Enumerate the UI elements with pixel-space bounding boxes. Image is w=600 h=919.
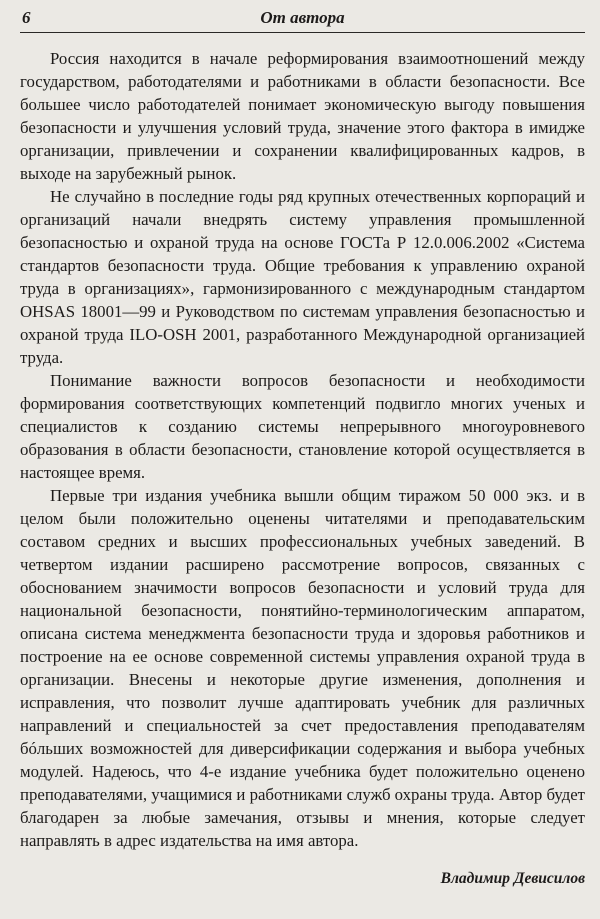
page-header	[20, 6, 585, 33]
paragraph: Первые три издания учебника вышли общим тиражом 50 000 экз. и в целом были положительно оценены читателями и преподавательским составом средних и высших профессиональных учебных заведений. В четвертом издании расширено рассмотрение вопросов, связанных с обоснованием значимости вопросов безопасности и условий труда для национальной безопасности, понятийно-терминологическим аппаратом, описана система менеджмента безопасности труда и здоровья работников и построение на ее основе современной системы управления охраной труда в организации. Внесены и некоторые другие изменения, дополнения и исправления, что позволит лучше адаптировать учебник для различных направлений и специальностей за счет предоставления преподавателям бóльших возможностей для диверсификации содержания и выбора учебных модулей. Надеюсь, что 4-е издание учебника будет положительно оценено преподавателями, учащимися и работниками служб охраны труда. Автор будет благодарен за любые замечания, отзывы и мнения, которые следует направлять в адрес издательства на имя автора.	[20, 486, 586, 850]
paragraph: Понимание важности вопросов безопасности и необходимости формирования соответствующих компетенций подвигло многих ученых и специалистов к созданию системы непрерывного многоуровневого образования в области безопасности, становление которой осуществляется в настоящее время.	[20, 371, 585, 482]
paragraph: Не случайно в последние годы ряд крупных отечественных корпораций и организаций начали внедрять систему управления промышленной безопасностью и охраной труда на основе ГОСТа Р 12.0.006.2002 «Система стандартов безопасности труда. Общие требования к управлению охраной труда в организациях», гармонизированного с международным стандартом OHSAS 18001—99 и Руководством по системам управления безопасностью и охраной труда ILO-OSH 2001, разработанного Международной организацией труда.	[20, 187, 585, 367]
paragraph: Россия находится в начале реформирования взаимоотношений между государством, работодателями и работниками в области безопасности. Все большее число работодателей понимает экономическую выгоду повышения безопасности и улучшения условий труда, значение этого фактора в имидже организации, привлечении и сохранении квалифицированных кадров, в выходе на зарубежный рынок.	[20, 49, 585, 183]
author-signature: Владимир Девисилов	[440, 870, 585, 887]
page-number: 6	[22, 8, 31, 27]
page-body	[20, 47, 585, 852]
running-title: От автора	[260, 8, 345, 27]
